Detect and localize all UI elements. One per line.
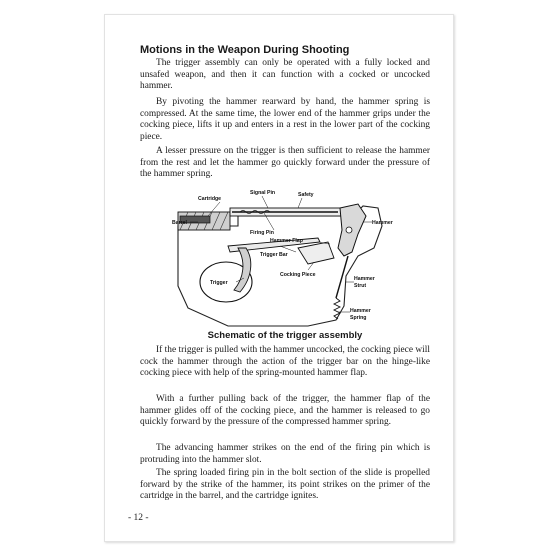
diagram-caption: Schematic of the trigger assembly	[207, 330, 363, 341]
label-safety: Safety	[298, 192, 314, 198]
label-cocking-piece: Cocking Piece	[280, 272, 316, 278]
label-hammer-strut-1: Hammer	[354, 276, 375, 282]
label-firing-pin: Firing Pin	[250, 230, 274, 236]
label-cartridge: Cartridge	[198, 196, 222, 202]
paragraph-4: If the trigger is pulled with the hammer uncocked, the cocking piece will cock the hammer through the action of the trigger bar on the hinge-like cocking piece with help of the spring-mounted hammer flap.	[140, 345, 430, 379]
paragraph-5: With a further pulling back of the trigger, the hammer flap of the hammer glides off of the cocking piece, and the hammer is released to go quickly forward by the pressure of the compressed hammer spring.	[140, 394, 430, 428]
label-hammer-strut-2: Strut	[354, 283, 367, 289]
cocking-piece-shape	[298, 242, 334, 264]
paragraph-1: The trigger assembly can only be operated with a fully locked and unsafed weapon, and then it can function with a cocked or uncocked hammer.	[140, 58, 430, 92]
label-signal-pin: Signal Pin	[250, 190, 276, 196]
label-hammer-spring-2: Spring	[350, 315, 367, 321]
label-hammer-flap: Hammer Flap	[270, 238, 303, 244]
section-heading: Motions in the Weapon During Shooting	[140, 44, 350, 56]
trigger-assembly-schematic	[168, 186, 394, 328]
page-number: - 12 -	[128, 513, 149, 523]
trigger-shape	[234, 248, 251, 292]
label-hammer: Hammer	[372, 220, 393, 226]
paragraph-3: A lesser pressure on the trigger is then sufficient to release the hammer from the rest and let the hammer go quickly forward under the pressure of the hammer spring.	[140, 146, 430, 180]
label-trigger: Trigger	[210, 280, 228, 286]
label-barrel: Barrel	[172, 220, 187, 226]
hammer-spring-shape	[334, 298, 340, 319]
label-hammer-spring-1: Hammer	[350, 308, 371, 314]
paragraph-7: The spring loaded firing pin in the bolt section of the slide is propelled forward by the strike of the hammer, its point strikes on the primer of the cartridge in the barrel, and the cartridge ignites.	[140, 468, 430, 502]
label-trigger-bar: Trigger Bar	[260, 252, 288, 258]
paragraph-6: The advancing hammer strikes on the end of the firing pin which is protruding into the hammer slot.	[140, 443, 430, 465]
paragraph-2: By pivoting the hammer rearward by hand, the hammer spring is compressed. At the same time, the lower end of the hammer grips under the cocking piece, lifts it up and enters in a rest in the lower part of the cocking piece.	[140, 97, 430, 142]
